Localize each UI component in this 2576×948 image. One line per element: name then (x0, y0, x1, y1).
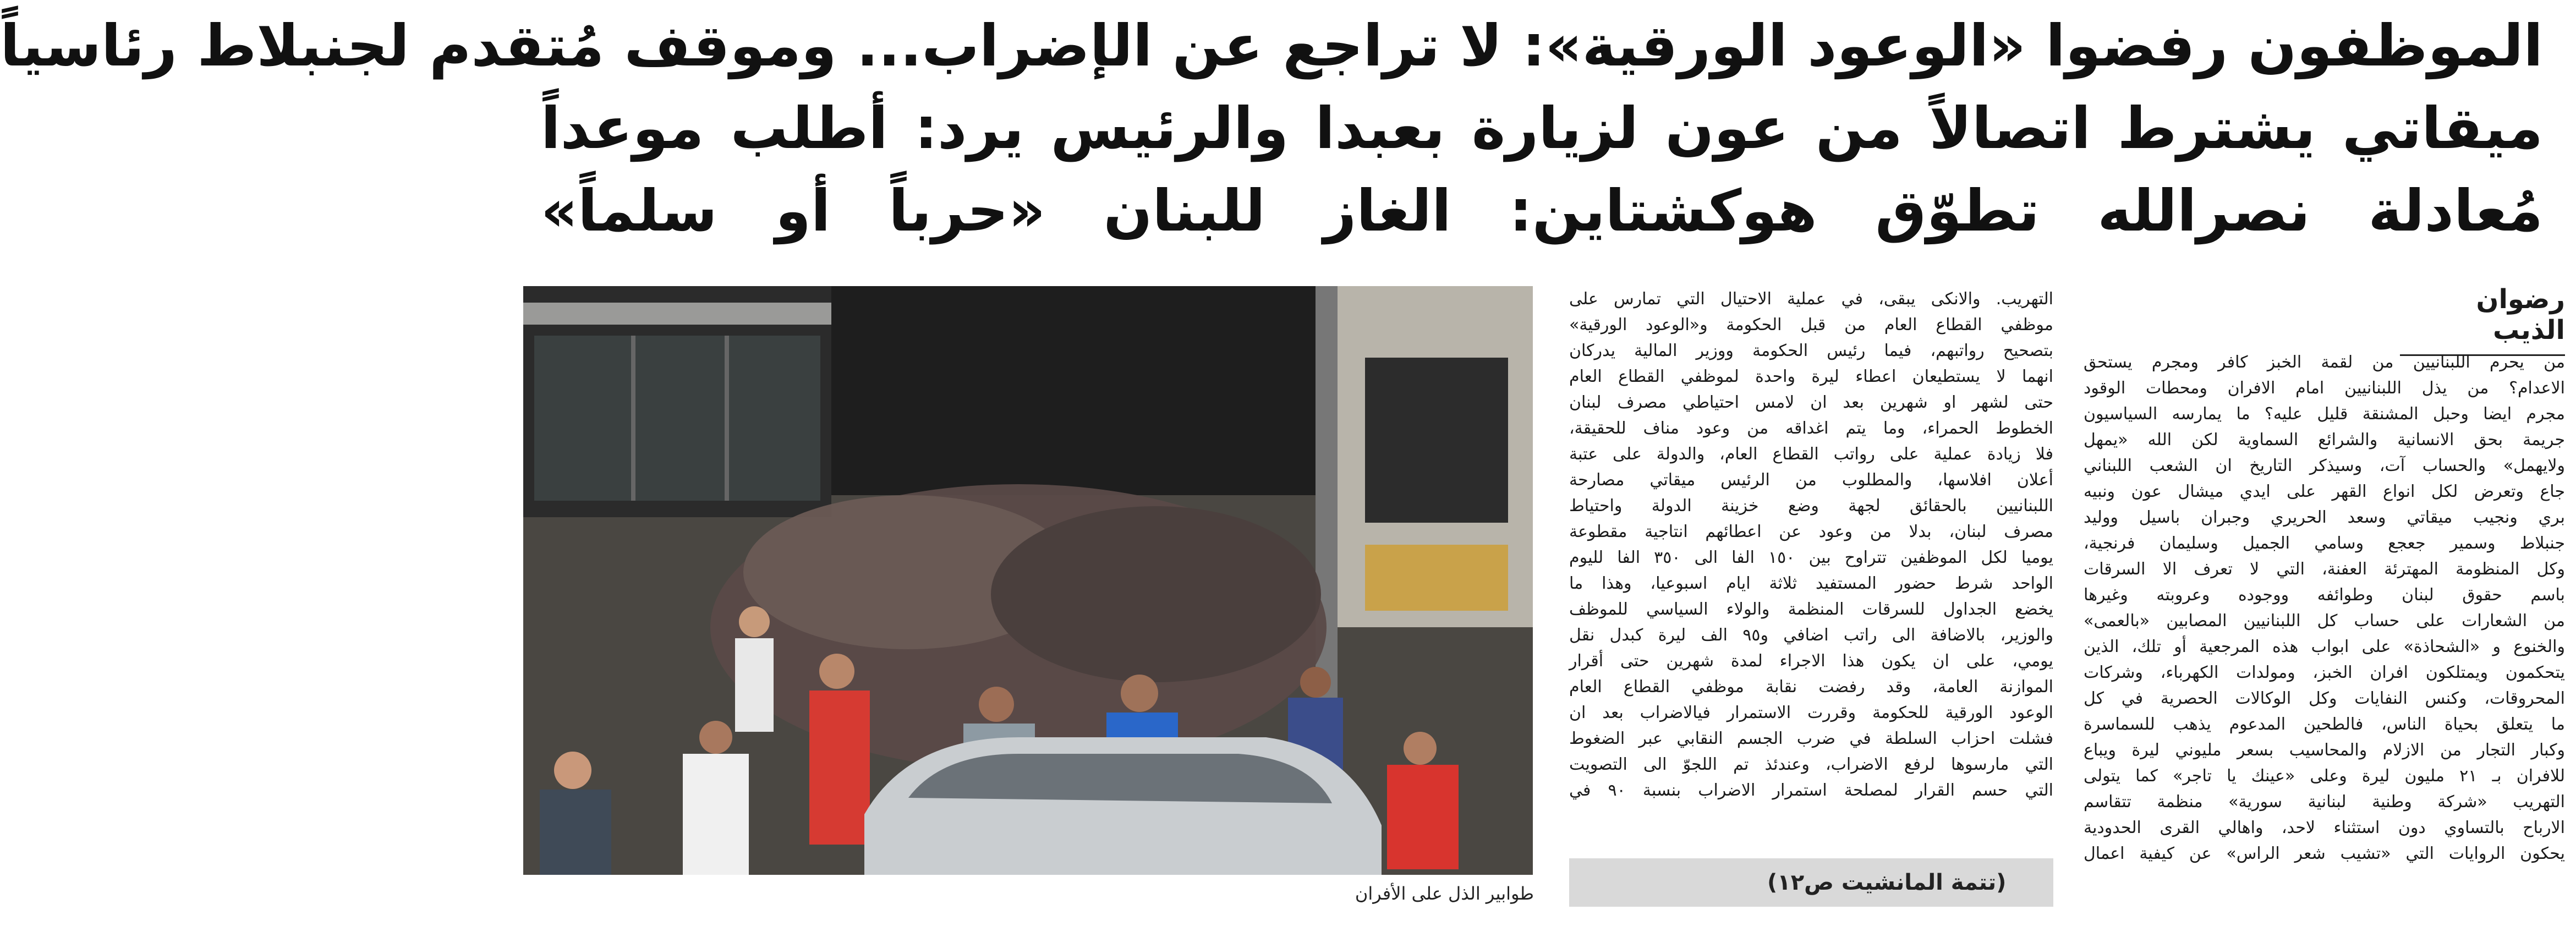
photo-caption: طوابير الذل على الأفران (1355, 883, 1534, 904)
article-line: التي مارسوها لرفع الاضراب، وعندئذ تم اللجوّ الى التصويت (1569, 755, 2053, 774)
byline: رضوان الذيب (2400, 284, 2565, 356)
bakery-queue-photo (523, 286, 1533, 875)
article-line: بتصحيح رواتبهم، فيما رئيس الحكومة ووزير المالية يدركان (1569, 341, 2053, 360)
article-line: فشلت احزاب السلطة في ضرب الجسم النقابي عبر الضغوط (1569, 729, 2053, 748)
article-line: وكل المنظومة المهترئة العفنة، التي لا تعرف الا السرقات (2084, 560, 2565, 579)
article-line: المحروقات، وكنس النفايات وكل الوكالات الحصرية في كل (2084, 689, 2565, 708)
article-line: حتى لشهر او شهرين بعد ان لامس احتياطي مصرف لبنان (1569, 393, 2053, 412)
article-line: للافران بـ ٢١ مليون ليرة وعلى «عينك يا تاجر» كما يتولى (2084, 766, 2565, 786)
article-line: يوميا لكل الموظفين تتراوح بين ١٥٠ الفا الى ٣٥٠ الفا لليوم (1569, 548, 2053, 567)
article-line: جاع وتعرض لكل انواع القهر على ايدي ميشال عون ونبيه (2084, 482, 2565, 501)
article-line: التي حسم القرار لمصلحة استمرار الاضراب بنسبة ٩٠ في (1569, 781, 2053, 800)
headline-1: الموظفون رفضوا «الوعود الورقية»: لا تراجع عن الإضراب... وموقف مُتقدم لجنبلاط رئاسياً (0, 12, 2543, 79)
article-line: يخضع الجداول للسرقات المنظمة والولاء السياسي للموظف (1569, 600, 2053, 619)
article-line: موظفي القطاع العام من قبل الحكومة و«الوعود الورقية» (1569, 315, 2053, 335)
headlines (0, 4, 2543, 252)
article-line: الموازنة العامة، وقد رفضت نقابة موظفي القطاع العام (1569, 677, 2053, 697)
article-line: يتحكمون ويمتلكون افران الخبز، ومولدات الكهرباء، وشركات (2084, 663, 2565, 682)
article-line: الاعدام؟ من يذل اللبنانيين امام الافران ومحطات الوقود (2084, 379, 2565, 398)
article-line: أعلان افلاسها، والمطلوب من الرئيس ميقاتي مصارحة (1569, 470, 2053, 490)
article-line: الواحد شرط حضور المستفيد ثلاثة ايام اسبوعيا، وهذا ما (1569, 574, 2053, 593)
article-line: ما يتعلق بحياة الناس، فالطحين المدعوم يذهب للسماسرة (2084, 715, 2565, 734)
article-line: فلا زيادة عملية على رواتب القطاع العام، والدولة على عتبة (1569, 445, 2053, 464)
article-line: من يحرم اللبنانيين من لقمة الخبز كافر ومجرم يستحق (2084, 353, 2565, 372)
article-column-middle (1569, 286, 2053, 803)
article-line: ولايهمل» والحساب آت، وسيذكر التاريخ ان الشعب اللبناني (2084, 456, 2565, 475)
headline-2: ميقاتي يشترط اتصالاً من عون لزيارة بعبدا والرئيس يرد: أطلب موعداً (541, 95, 2543, 162)
headline-3: مُعادلة نصرالله تطوّق هوكشتاين: الغاز للبنان «حرباً أو سلماً» (541, 177, 2543, 244)
article-line: من الشعارات على حساب كل اللبنانيين المصابين «بالعمى» (2084, 611, 2565, 631)
article-line: والوزير، بالاضافة الى راتب اضافي و٩٥ الف ليرة كبدل نقل (1569, 626, 2053, 645)
article-line: باسم حقوق لبنان وطوائفه ووجوده وعروبته وغيرها (2084, 585, 2565, 605)
article-line: الوعود الورقية للحكومة وقررت الاستمرار فيالاضراب بعد ان (1569, 703, 2053, 722)
article-line: بري ونجيب ميقاتي وسعد الحريري وجبران باسيل ووليد (2084, 508, 2565, 527)
article-line: يومي، على ان يكون هذا الاجراء لمدة شهرين حتى أقرار (1569, 651, 2053, 671)
article-line: اللبنانيين بالحقائق لجهة وضع خزينة الدولة واحتياط (1569, 496, 2053, 516)
article-line: مجرم ايضا وحبل المشنقة قليل عليه؟ ما يمارسه السياسيون (2084, 404, 2565, 424)
article-line: انهما لا يستطيعان اعطاء ليرة واحدة لموظفي القطاع العام (1569, 367, 2053, 386)
article-line: وكبار التجار من الازلام والمحاسيب بسعر مليوني ليرة ويباع (2084, 741, 2565, 760)
article-line: الارباح بالتساوي دون استثناء لاحد، واهالي القرى الحدودية (2084, 818, 2565, 837)
article-line: الخطوط الحمراء، وما يتم اغداقه من وعود مناف للحقيقة، (1569, 419, 2053, 438)
article-line: والخنوع و «الشحاذة» على ابواب هذه المرجعية أو تلك، الذين (2084, 637, 2565, 656)
article-column-right (2084, 349, 2565, 867)
article-line: جنبلاط وسمير جعجع وسامي الجميل وسليمان فرنجية، (2084, 534, 2565, 553)
article-line: جريمة بحق الانسانية والشرائع السماوية لكن الله «يمهل (2084, 430, 2565, 450)
article-line: يحكون الروايات التي «تشيب شعر الراس» عن كيفية اعمال (2084, 844, 2565, 863)
article-line: التهريب. والانكى يبقى، في عملية الاحتيال التي تمارس على (1569, 289, 2053, 309)
article-line: التهريب «شركة وطنية لبنانية سورية» منظمة تتقاسم (2084, 792, 2565, 812)
continuation-box (1569, 858, 2053, 907)
article-line: مصرف لبنان، بدلا من وعود عن اعطائهم انتاجية مقطوعة (1569, 522, 2053, 541)
continuation-text: (تتمة المانشيت ص١٢) (1767, 870, 2007, 895)
